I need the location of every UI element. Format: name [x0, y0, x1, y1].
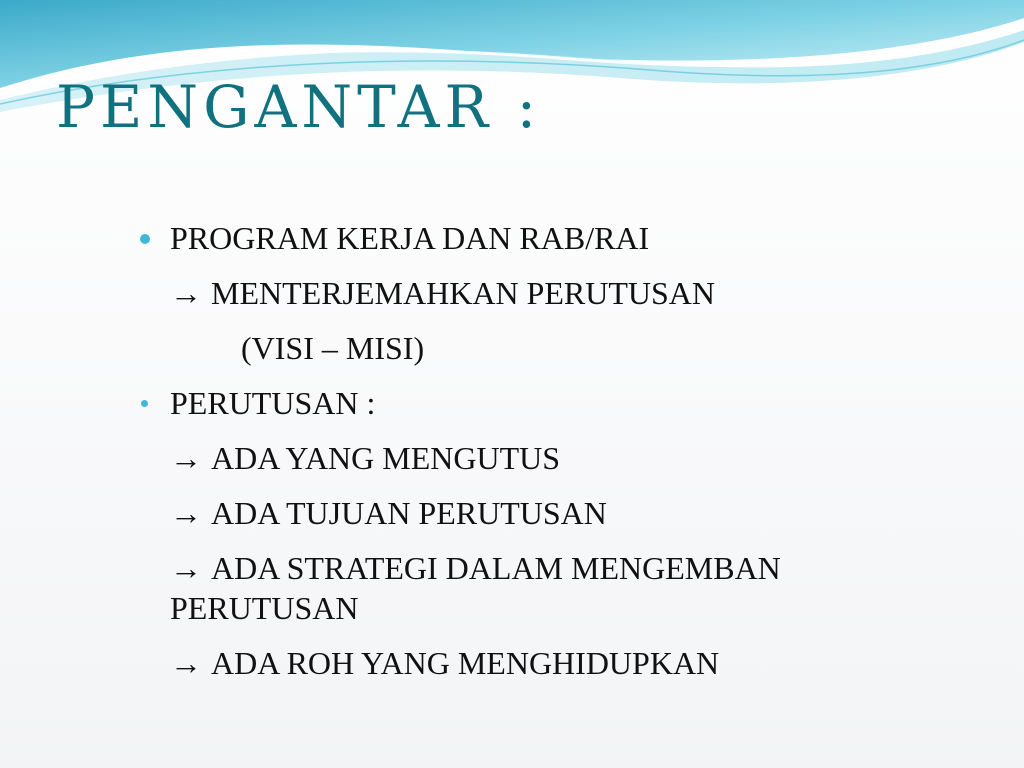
- list-item: [136, 383, 936, 423]
- list-item-sub: [136, 493, 936, 533]
- list-item-text: ADA ROH YANG MENGHIDUPKAN: [211, 645, 720, 681]
- arrow-right-icon: →: [170, 275, 202, 311]
- bullet-dot-icon: [141, 400, 148, 407]
- list-item-text: ADA TUJUAN PERUTUSAN: [211, 495, 607, 531]
- arrow-right-icon: →: [170, 440, 202, 476]
- arrow-right-icon: →: [170, 550, 202, 586]
- bullet-dot-icon: [140, 234, 150, 244]
- slide-body: [136, 218, 936, 683]
- list-item-sub: [136, 548, 936, 588]
- arrow-right-icon: →: [170, 495, 202, 531]
- list-item-text: (VISI – MISI): [241, 330, 425, 366]
- list-item: [136, 218, 936, 258]
- list-item-sub: [136, 643, 936, 683]
- list-item-text: ADA YANG MENGUTUS: [211, 440, 561, 476]
- list-item-sub: [136, 328, 936, 368]
- list-item-sub: [136, 273, 936, 313]
- list-item-text: MENTERJEMAHKAN PERUTUSAN: [211, 275, 716, 311]
- list-item-text: PERUTUSAN: [170, 590, 359, 626]
- arrow-right-icon: →: [170, 645, 202, 681]
- list-item-sub: [136, 588, 936, 628]
- list-item-text: PERUTUSAN :: [170, 385, 376, 421]
- slide-title: PENGANTAR :: [56, 73, 542, 141]
- list-item-text: PROGRAM KERJA DAN RAB/RAI: [170, 220, 650, 256]
- list-item-text: ADA STRATEGI DALAM MENGEMBAN: [211, 550, 781, 586]
- list-item-sub: [136, 438, 936, 478]
